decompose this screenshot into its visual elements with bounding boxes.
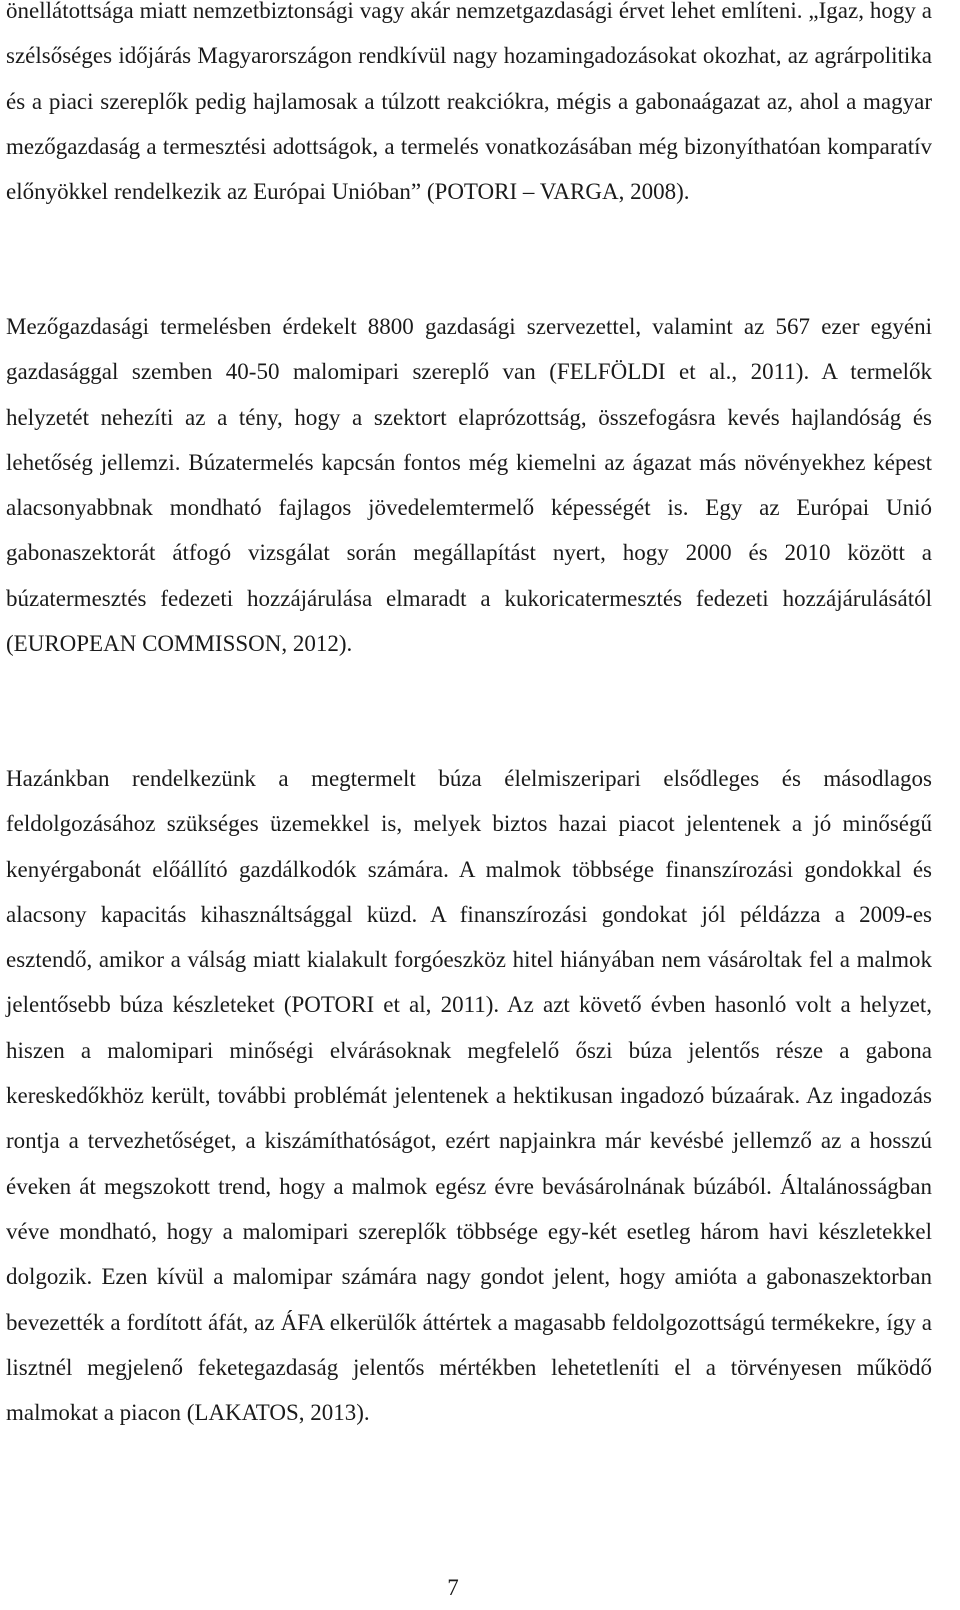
- page-number: 7: [447, 1575, 459, 1600]
- paragraph: Mezőgazdasági termelésben érdekelt 8800 gazdasági szervezettel, valamint az 567 ezer egyéni gazdasággal szemben 40-50 malomipari szereplő van (FELFÖLDI et al., 2011). A termelők helyzetét nehezíti az a tény, hogy a szektort elaprózottság, összefogásra kevés hajlandóság és lehetőség jellemzi. Búzatermelés kapcsán fontos még kiemelni az ágazat más növényekhez képest alacsonyabbnak mondható fajlagos jövedelemtermelő képességét is. Egy az Európai Unió gabonaszektorát átfogó vizsgálat során megállapítást nyert, hogy 2000 és 2010 között a búzatermesztés fedezeti hozzájárulása elmaradt a kukoricatermesztés fedezeti hozzájárulásától (EUROPEAN COMMISSON, 2012).: [6, 314, 932, 657]
- paragraph: Hazánkban rendelkezünk a megtermelt búza élelmiszeripari elsődleges és másodlagos feldolgozásához szükséges üzemekkel is, melyek biztos hazai piacot jelentenek a jó minőségű kenyérgabonát előállító gazdálkodók számára. A malmok többsége finanszírozási gondokkal és alacsony kapacitás kihasználtsággal küzd. A finanszírozási gondokat jól példázza a 2009-es esztendő, amikor a válság miatt kialakult forgóeszköz hitel hiányában nem vásároltak fel a malmok jelentősebb búza készleteket (POTORI et al, 2011). Az azt követő évben hasonló volt a helyzet, hiszen a malomipari minőségi elvárásoknak megfelelő őszi búza jelentős része a gabona kereskedőkhöz került, további problémát jelentenek a hektikusan ingadozó búzaárak. Az ingadozás rontja a tervezhetőséget, a kiszámíthatóságot, ezért napjainkra már kevésbé jellemző az a hosszú éveken át megszokott trend, hogy a malmok egész évre bevásárolnának búzából. Általánosságban véve mondható, hogy a malomipari szereplők többsége egy-két esetleg három havi készletekkel dolgozik. Ezen kívül a malomipar számára nagy gondot jelent, hogy amióta a gabonaszektorban bevezették a fordított áfát, az ÁFA elkerülők áttértek a magasabb feldolgozottságú termékekre, így a lisztnél megjelenő feketegazdaság jelentős mértékben lehetetleníti el a törvényesen működő malmokat a piacon (LAKATOS, 2013).: [6, 766, 932, 1426]
- paragraph: önellátottsága miatt nemzetbiztonsági vagy akár nemzetgazdasági érvet lehet említeni. „Igaz, hogy a szélsőséges időjárás Magyarországon rendkívül nagy hozamingadozásokat okozhat, az agrárpolitika és a piaci szereplők pedig hajlamosak a túlzott reakciókra, mégis a gabonaágazat az, ahol a magyar mezőgazdaság a termesztési adottságok, a termelés vonatkozásában még bizonyíthatóan komparatív előnyökkel rendelkezik az Európai Unióban” (POTORI – VARGA, 2008).: [6, 0, 932, 205]
